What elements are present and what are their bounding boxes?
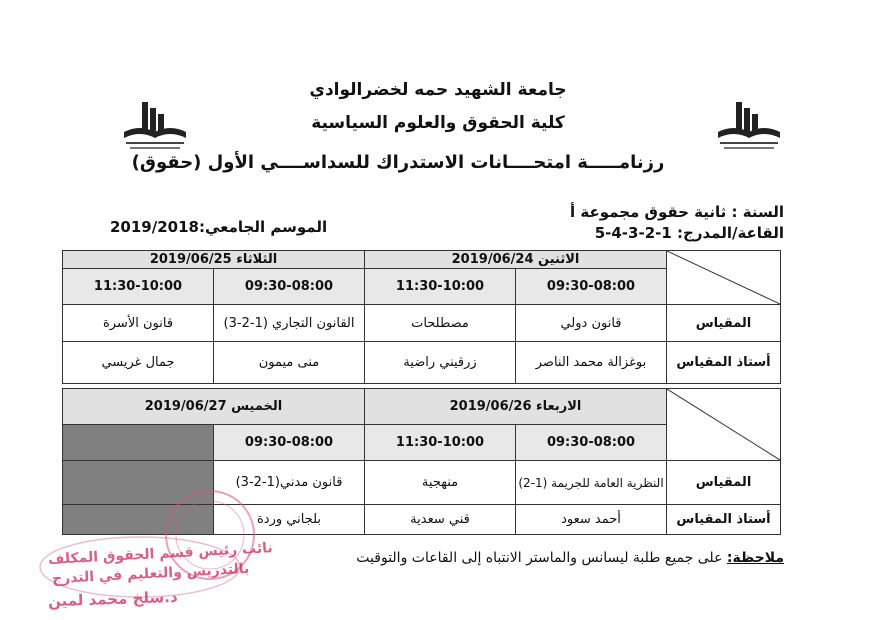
time-slot: 11:30-10:00 [63,269,214,305]
professor-cell: زرقيني راضية [365,342,516,384]
table-corner [667,251,781,305]
empty-slot [63,425,214,461]
time-slot: 09:30-08:00 [516,269,667,305]
row-label-subject: المقياس [667,305,781,342]
note [356,550,784,566]
professor-cell: منى ميمون [214,342,365,384]
subject-cell: قانون دولي [516,305,667,342]
professor-cell: بلجاني وردة [214,505,365,535]
subject-cell: منهجية [365,461,516,505]
subject-cell: قانون مدني(1-2-3) [214,461,365,505]
subject-cell: قانون الأسرة [63,305,214,342]
time-slot: 09:30-08:00 [516,425,667,461]
university-name: جامعة الشهيد حمه لخضرالوادي [309,80,567,100]
row-label-professor: أستاذ المقياس [667,342,781,384]
professor-cell: قني سعدية [365,505,516,535]
time-slot: 11:30-10:00 [365,269,516,305]
page-title: رزنامـــــة امتحــــانات الاستدراك للسداســــي الأول (حقوق) [131,152,665,173]
schedule-table-week2 [62,388,781,535]
faculty-name: كلية الحقوق والعلوم السياسية [311,113,565,133]
subject-cell: القانون التجاري (1-2-3) [214,305,365,342]
hall-label: القاعة/المدرج: 1-2-3-4-5 [594,224,784,242]
note-text: على جميع طلبة ليسانس والماستر الانتباه إلى القاعات والتوقيت [356,550,727,566]
time-slot: 11:30-10:00 [365,425,516,461]
note-label: ملاحظة: [726,550,784,566]
empty-slot [63,505,214,535]
day-header: الثلاثاء 2019/06/25 [63,251,365,269]
day-header: الخميس 2019/06/27 [63,389,365,425]
subject-cell: النظرية العامة للجريمة (1-2) [516,461,667,505]
time-slot: 09:30-08:00 [214,425,365,461]
empty-slot [63,461,214,505]
season-label: الموسم الجامعي:2019/2018 [110,218,328,236]
row-label-professor: أستاذ المقياس [667,505,781,535]
professor-cell: أحمد سعود [516,505,667,535]
day-header: الاربعاء 2019/06/26 [365,389,667,425]
row-label-subject: المقياس [667,461,781,505]
subject-cell: مصطلحات [365,305,516,342]
stamp-signature: د.سلخ محمد لمين [47,587,178,611]
professor-cell: بوغزالة محمد الناصر [516,342,667,384]
schedule-table-week1 [62,250,781,384]
time-slot: 09:30-08:00 [214,269,365,305]
day-header: الاثنين 2019/06/24 [365,251,667,269]
stamp-line: بالتدريس والتعليم في التدرج [51,560,250,588]
year-group-label: السنة : ثانية حقوق مجموعة أ [570,203,784,221]
professor-cell: جمال غريسي [63,342,214,384]
stamp-line: نائب رئيس قسم الحقوق المكلف [47,540,274,568]
table-corner [667,389,781,461]
